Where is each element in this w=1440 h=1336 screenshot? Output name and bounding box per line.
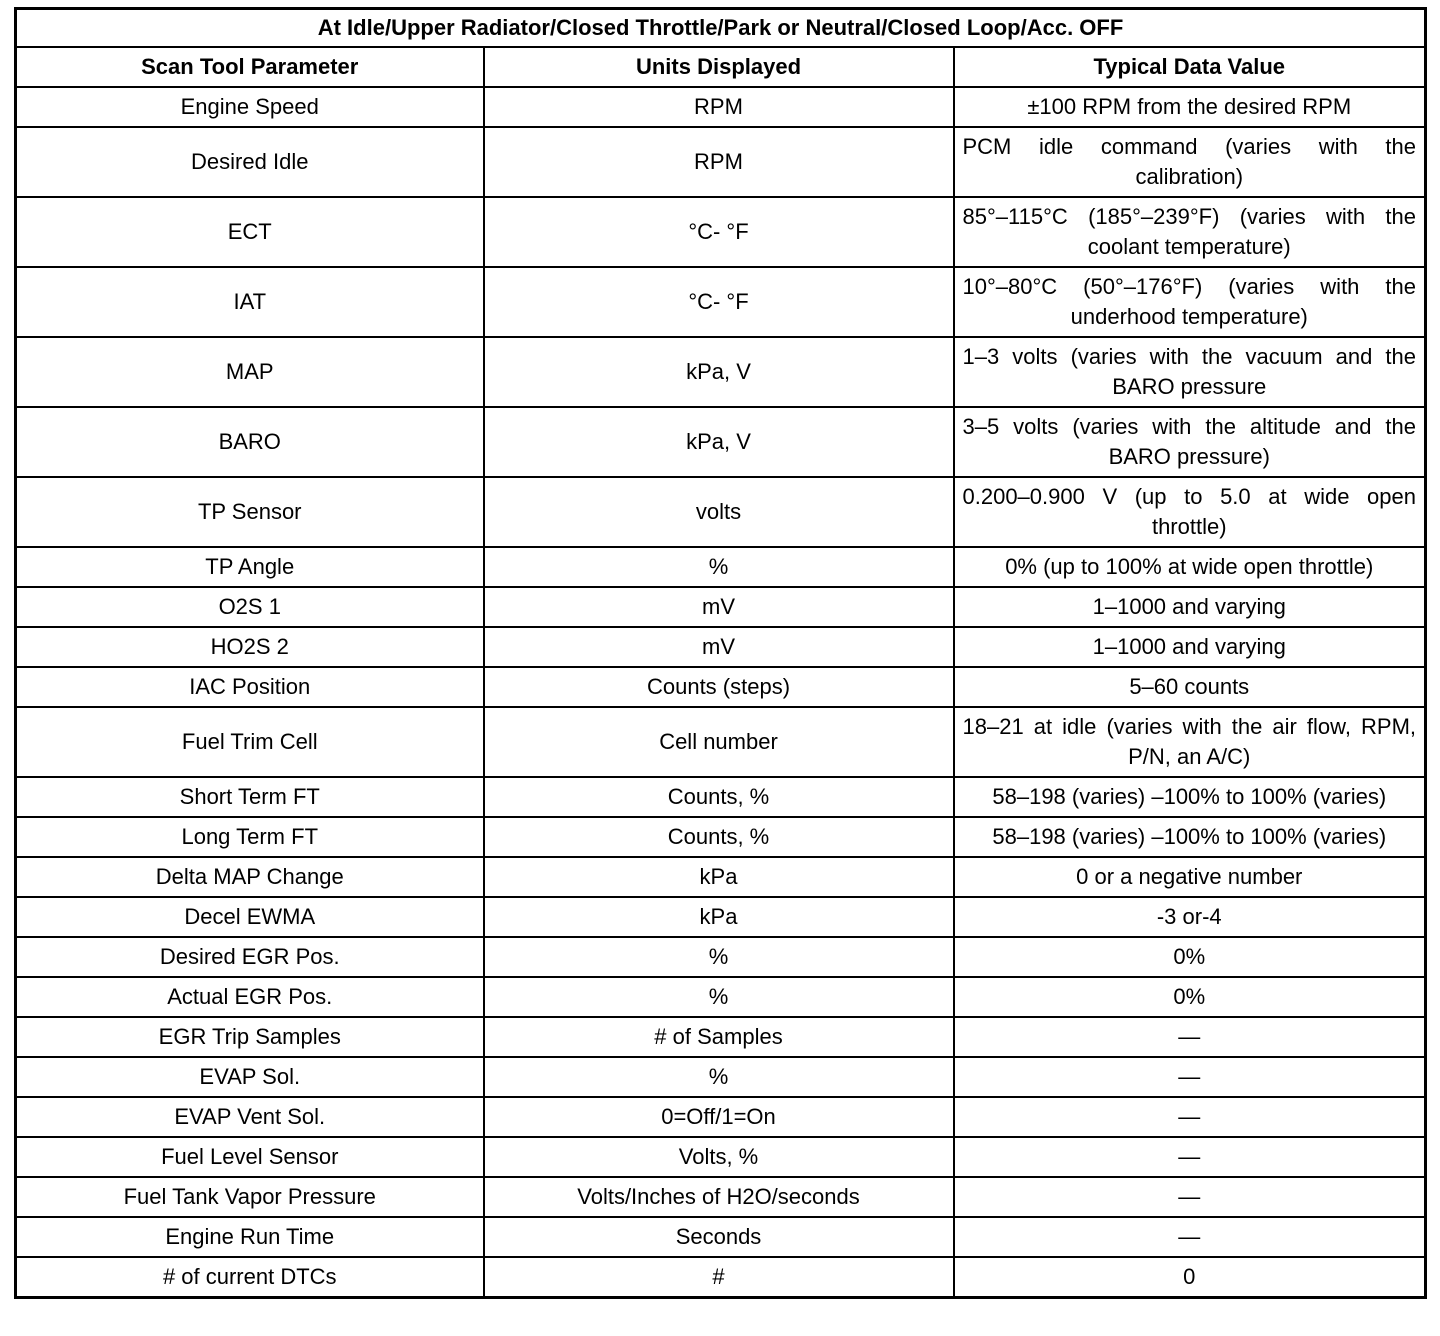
table-row — [16, 627, 1426, 667]
parameter-cell: BARO — [16, 407, 484, 477]
parameter-cell: # of current DTCs — [16, 1257, 484, 1298]
value-cell: 0 — [954, 1257, 1426, 1298]
value-cell: 58–198 (varies) –100% to 100% (varies) — [954, 777, 1426, 817]
parameter-cell: Long Term FT — [16, 817, 484, 857]
parameter-cell: Fuel Tank Vapor Pressure — [16, 1177, 484, 1217]
parameter-cell: Desired Idle — [16, 127, 484, 197]
units-cell: % — [484, 1057, 954, 1097]
units-cell: Volts/Inches of H2O/seconds — [484, 1177, 954, 1217]
units-cell: mV — [484, 627, 954, 667]
parameter-cell: Fuel Level Sensor — [16, 1137, 484, 1177]
table-row — [16, 197, 1426, 267]
table-row — [16, 667, 1426, 707]
table-row — [16, 267, 1426, 337]
scan-tool-data-table — [14, 7, 1427, 1299]
units-cell: 0=Off/1=On — [484, 1097, 954, 1137]
units-cell: kPa, V — [484, 337, 954, 407]
table-row — [16, 937, 1426, 977]
value-cell: 85°–115°C (185°–239°F) (varies with the coolant temperature) — [954, 197, 1426, 267]
units-cell: Counts, % — [484, 817, 954, 857]
units-cell: Seconds — [484, 1217, 954, 1257]
parameter-cell: Engine Speed — [16, 87, 484, 127]
parameter-cell: Desired EGR Pos. — [16, 937, 484, 977]
parameter-cell: Decel EWMA — [16, 897, 484, 937]
value-cell: ±100 RPM from the desired RPM — [954, 87, 1426, 127]
table-header-row — [16, 47, 1426, 87]
table-row — [16, 87, 1426, 127]
parameter-cell: EGR Trip Samples — [16, 1017, 484, 1057]
parameter-cell: MAP — [16, 337, 484, 407]
table-row — [16, 977, 1426, 1017]
table-row — [16, 817, 1426, 857]
units-cell: Counts, % — [484, 777, 954, 817]
value-cell: 0% — [954, 937, 1426, 977]
parameter-cell: Short Term FT — [16, 777, 484, 817]
value-cell: 5–60 counts — [954, 667, 1426, 707]
value-cell: 3–5 volts (varies with the altitude and the BARO pressure) — [954, 407, 1426, 477]
value-cell: 1–1000 and varying — [954, 627, 1426, 667]
parameter-cell: O2S 1 — [16, 587, 484, 627]
value-cell: 1–1000 and varying — [954, 587, 1426, 627]
table-row — [16, 1057, 1426, 1097]
parameter-cell: ECT — [16, 197, 484, 267]
column-header-typical-value: Typical Data Value — [954, 47, 1426, 87]
value-cell: 18–21 at idle (varies with the air flow, RPM, P/N, an A/C) — [954, 707, 1426, 777]
units-cell: RPM — [484, 87, 954, 127]
parameter-cell: TP Angle — [16, 547, 484, 587]
units-cell: Counts (steps) — [484, 667, 954, 707]
parameter-cell: TP Sensor — [16, 477, 484, 547]
value-cell: — — [954, 1177, 1426, 1217]
parameter-cell: Engine Run Time — [16, 1217, 484, 1257]
parameter-cell: EVAP Vent Sol. — [16, 1097, 484, 1137]
table-row — [16, 547, 1426, 587]
table-row — [16, 1257, 1426, 1298]
table-row — [16, 897, 1426, 937]
value-cell: — — [954, 1057, 1426, 1097]
parameter-cell: IAC Position — [16, 667, 484, 707]
value-cell: — — [954, 1097, 1426, 1137]
value-cell: PCM idle command (varies with the calibration) — [954, 127, 1426, 197]
units-cell: °C- °F — [484, 197, 954, 267]
units-cell: Cell number — [484, 707, 954, 777]
units-cell: % — [484, 977, 954, 1017]
units-cell: kPa — [484, 857, 954, 897]
units-cell: % — [484, 937, 954, 977]
value-cell: 58–198 (varies) –100% to 100% (varies) — [954, 817, 1426, 857]
table-row — [16, 1097, 1426, 1137]
table-row — [16, 1017, 1426, 1057]
value-cell: — — [954, 1217, 1426, 1257]
units-cell: % — [484, 547, 954, 587]
value-cell: 10°–80°C (50°–176°F) (varies with the underhood temperature) — [954, 267, 1426, 337]
table-row — [16, 587, 1426, 627]
column-header-parameter: Scan Tool Parameter — [16, 47, 484, 87]
value-cell: — — [954, 1137, 1426, 1177]
table-caption: At Idle/Upper Radiator/Closed Throttle/Park or Neutral/Closed Loop/Acc. OFF — [16, 9, 1426, 48]
parameter-cell: Fuel Trim Cell — [16, 707, 484, 777]
table-row — [16, 707, 1426, 777]
units-cell: Volts, % — [484, 1137, 954, 1177]
value-cell: 0 or a negative number — [954, 857, 1426, 897]
units-cell: volts — [484, 477, 954, 547]
table-row — [16, 857, 1426, 897]
parameter-cell: EVAP Sol. — [16, 1057, 484, 1097]
table-row — [16, 1137, 1426, 1177]
units-cell: mV — [484, 587, 954, 627]
parameter-cell: HO2S 2 — [16, 627, 484, 667]
value-cell: — — [954, 1017, 1426, 1057]
parameter-cell: Actual EGR Pos. — [16, 977, 484, 1017]
value-cell: -3 or-4 — [954, 897, 1426, 937]
units-cell: RPM — [484, 127, 954, 197]
units-cell: kPa — [484, 897, 954, 937]
parameter-cell: IAT — [16, 267, 484, 337]
units-cell: # — [484, 1257, 954, 1298]
value-cell: 0% (up to 100% at wide open throttle) — [954, 547, 1426, 587]
column-header-units: Units Displayed — [484, 47, 954, 87]
units-cell: # of Samples — [484, 1017, 954, 1057]
table-row — [16, 1177, 1426, 1217]
value-cell: 0.200–0.900 V (up to 5.0 at wide open throttle) — [954, 477, 1426, 547]
parameter-cell: Delta MAP Change — [16, 857, 484, 897]
table-row — [16, 407, 1426, 477]
table-row — [16, 337, 1426, 407]
table-caption-row — [16, 9, 1426, 48]
units-cell: kPa, V — [484, 407, 954, 477]
table-row — [16, 477, 1426, 547]
units-cell: °C- °F — [484, 267, 954, 337]
table-row — [16, 127, 1426, 197]
value-cell: 0% — [954, 977, 1426, 1017]
value-cell: 1–3 volts (varies with the vacuum and the BARO pressure — [954, 337, 1426, 407]
table-row — [16, 777, 1426, 817]
table-row — [16, 1217, 1426, 1257]
